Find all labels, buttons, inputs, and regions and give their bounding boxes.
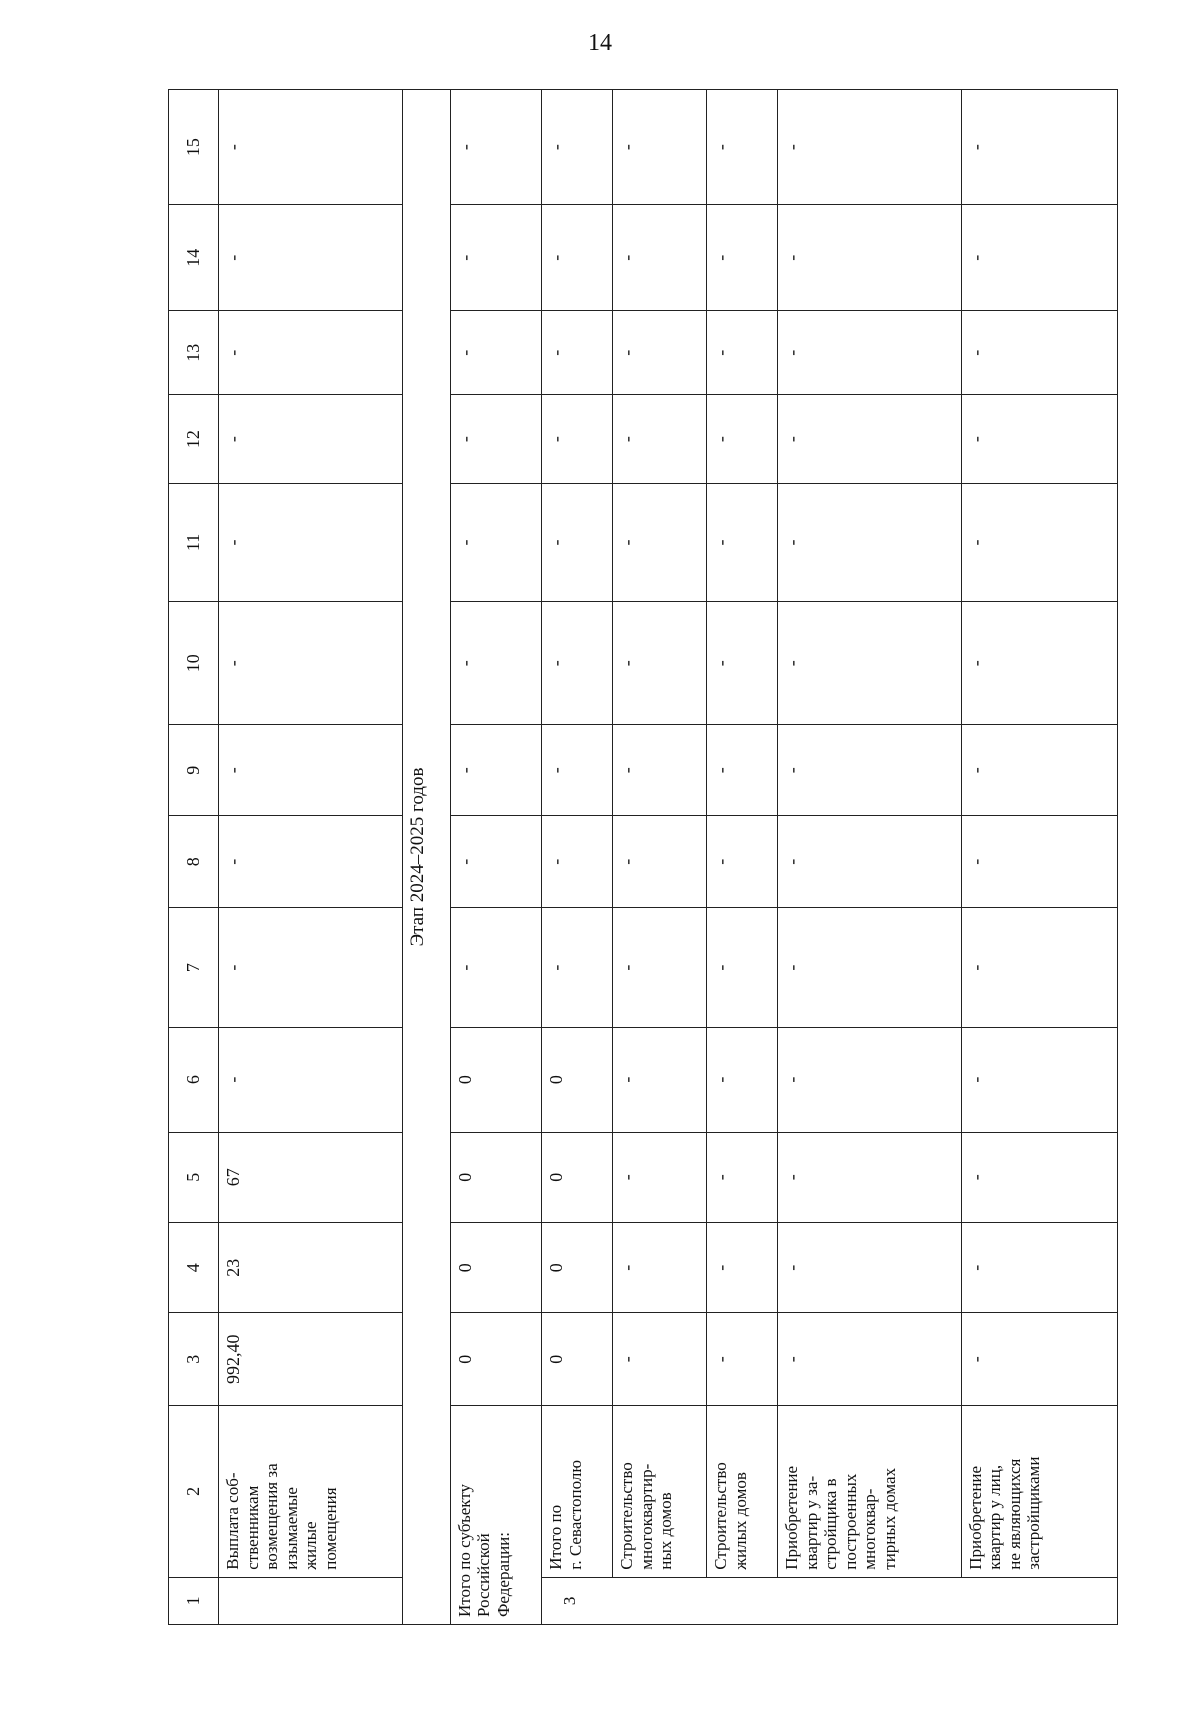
- row-index: 3: [542, 1577, 1118, 1624]
- col-number: 3: [169, 1313, 219, 1406]
- cell-value: -: [613, 1313, 707, 1406]
- row-label: Итого по субъекту Российской Федерации:: [450, 1406, 542, 1625]
- row-label: Приобретение квартир у лиц, не являющихся застройщиками: [961, 1406, 1118, 1578]
- cell-value: -: [777, 395, 961, 483]
- col-number: 7: [169, 908, 219, 1027]
- col-number: 9: [169, 725, 219, 815]
- table-row: [613, 90, 707, 1625]
- cell-value: -: [219, 725, 403, 815]
- cell-value: -: [219, 602, 403, 725]
- cell-value: -: [777, 90, 961, 205]
- cell-value: -: [707, 1313, 778, 1406]
- cell-value: -: [961, 90, 1118, 205]
- cell-value: -: [707, 311, 778, 395]
- cell-value: 992,40: [219, 1313, 403, 1406]
- cell-value: -: [707, 1223, 778, 1313]
- cell-value: -: [613, 395, 707, 483]
- cell-value: -: [961, 1223, 1118, 1313]
- col-number: 13: [169, 311, 219, 395]
- col-number: 10: [169, 602, 219, 725]
- table-row: [219, 90, 403, 1625]
- cell-value: -: [219, 205, 403, 311]
- cell-value: -: [707, 395, 778, 483]
- cell-value: -: [450, 205, 542, 311]
- row-label: Приобретение квартир у за- стройщика в построенных многоквар- тирных домах: [777, 1406, 961, 1578]
- cell-value: -: [961, 1027, 1118, 1132]
- cell-value: -: [613, 1223, 707, 1313]
- cell-value: -: [777, 908, 961, 1027]
- cell-value: -: [707, 1027, 778, 1132]
- cell-value: -: [613, 483, 707, 601]
- cell-value: -: [961, 1132, 1118, 1222]
- cell-value: -: [961, 602, 1118, 725]
- cell-value: -: [542, 311, 613, 395]
- cell-value: -: [777, 725, 961, 815]
- cell-value: -: [613, 1027, 707, 1132]
- col-number: 6: [169, 1027, 219, 1132]
- col-number: 14: [169, 205, 219, 311]
- header-row: [169, 90, 219, 1625]
- cell-value: 0: [450, 1223, 542, 1313]
- cell-value: -: [450, 815, 542, 908]
- stage-row: [402, 90, 450, 1625]
- cell-value: -: [961, 725, 1118, 815]
- cell-value: -: [777, 205, 961, 311]
- cell-value: -: [961, 1313, 1118, 1406]
- cell-value: -: [219, 395, 403, 483]
- row-label: Выплата соб- ственникам возмещения за изымаемые жилые помещения: [219, 1406, 403, 1578]
- table-row: [777, 90, 961, 1625]
- row-label: Строительство многоквартир- ных домов: [613, 1406, 707, 1578]
- col-number: 8: [169, 815, 219, 908]
- cell-value: -: [542, 90, 613, 205]
- cell-value: -: [707, 205, 778, 311]
- cell-value: -: [219, 483, 403, 601]
- col-number: 12: [169, 395, 219, 483]
- cell-value: 0: [542, 1313, 613, 1406]
- data-table: [168, 89, 1118, 1625]
- cell-value: 67: [219, 1132, 403, 1222]
- cell-value: -: [542, 908, 613, 1027]
- cell-value: -: [613, 908, 707, 1027]
- cell-value: 0: [542, 1132, 613, 1222]
- cell-value: -: [219, 815, 403, 908]
- table-row: [542, 90, 613, 1625]
- cell-value: -: [450, 90, 542, 205]
- cell-value: -: [542, 725, 613, 815]
- cell-value: -: [219, 311, 403, 395]
- cell-value: 0: [450, 1027, 542, 1132]
- row-index-cell: [219, 1577, 403, 1624]
- cell-value: -: [450, 395, 542, 483]
- cell-value: -: [961, 908, 1118, 1027]
- cell-value: -: [777, 1313, 961, 1406]
- cell-value: -: [542, 395, 613, 483]
- cell-value: -: [707, 483, 778, 601]
- table-row: [707, 90, 778, 1625]
- stage-label: Этап 2024–2025 годов: [402, 90, 450, 1625]
- cell-value: -: [219, 90, 403, 205]
- cell-value: -: [613, 725, 707, 815]
- cell-value: -: [777, 1132, 961, 1222]
- cell-value: -: [961, 311, 1118, 395]
- cell-value: -: [777, 815, 961, 908]
- cell-value: -: [613, 602, 707, 725]
- cell-value: -: [450, 483, 542, 601]
- cell-value: -: [777, 602, 961, 725]
- cell-value: -: [777, 1223, 961, 1313]
- row-label: Строительство жилых домов: [707, 1406, 778, 1578]
- cell-value: -: [219, 908, 403, 1027]
- page-number: 14: [588, 30, 612, 56]
- cell-value: 0: [450, 1313, 542, 1406]
- cell-value: -: [707, 725, 778, 815]
- cell-value: -: [777, 483, 961, 601]
- col-number: 2: [169, 1406, 219, 1578]
- cell-value: -: [961, 815, 1118, 908]
- cell-value: -: [707, 1132, 778, 1222]
- cell-value: -: [613, 205, 707, 311]
- row-label: Итого по г. Севастополю: [542, 1406, 613, 1578]
- cell-value: -: [707, 815, 778, 908]
- cell-value: -: [542, 205, 613, 311]
- rotated-table-canvas: [168, 89, 1118, 1625]
- cell-value: -: [707, 602, 778, 725]
- cell-value: -: [450, 725, 542, 815]
- col-number: 11: [169, 483, 219, 601]
- cell-value: -: [219, 1027, 403, 1132]
- cell-value: -: [777, 311, 961, 395]
- cell-value: -: [961, 483, 1118, 601]
- cell-value: -: [542, 483, 613, 601]
- cell-value: -: [542, 602, 613, 725]
- cell-value: -: [613, 311, 707, 395]
- col-number: 1: [169, 1577, 219, 1624]
- col-number: 15: [169, 90, 219, 205]
- cell-value: -: [961, 395, 1118, 483]
- cell-value: -: [707, 908, 778, 1027]
- cell-value: -: [542, 815, 613, 908]
- table-row: [450, 90, 542, 1625]
- cell-value: 23: [219, 1223, 403, 1313]
- cell-value: -: [450, 908, 542, 1027]
- cell-value: -: [961, 205, 1118, 311]
- cell-value: -: [450, 311, 542, 395]
- col-number: 5: [169, 1132, 219, 1222]
- cell-value: -: [613, 815, 707, 908]
- cell-value: 0: [450, 1132, 542, 1222]
- cell-value: -: [450, 602, 542, 725]
- cell-value: -: [613, 1132, 707, 1222]
- cell-value: -: [613, 90, 707, 205]
- cell-value: -: [707, 90, 778, 205]
- cell-value: -: [777, 1027, 961, 1132]
- cell-value: 0: [542, 1223, 613, 1313]
- table-row: [961, 90, 1118, 1625]
- cell-value: 0: [542, 1027, 613, 1132]
- col-number: 4: [169, 1223, 219, 1313]
